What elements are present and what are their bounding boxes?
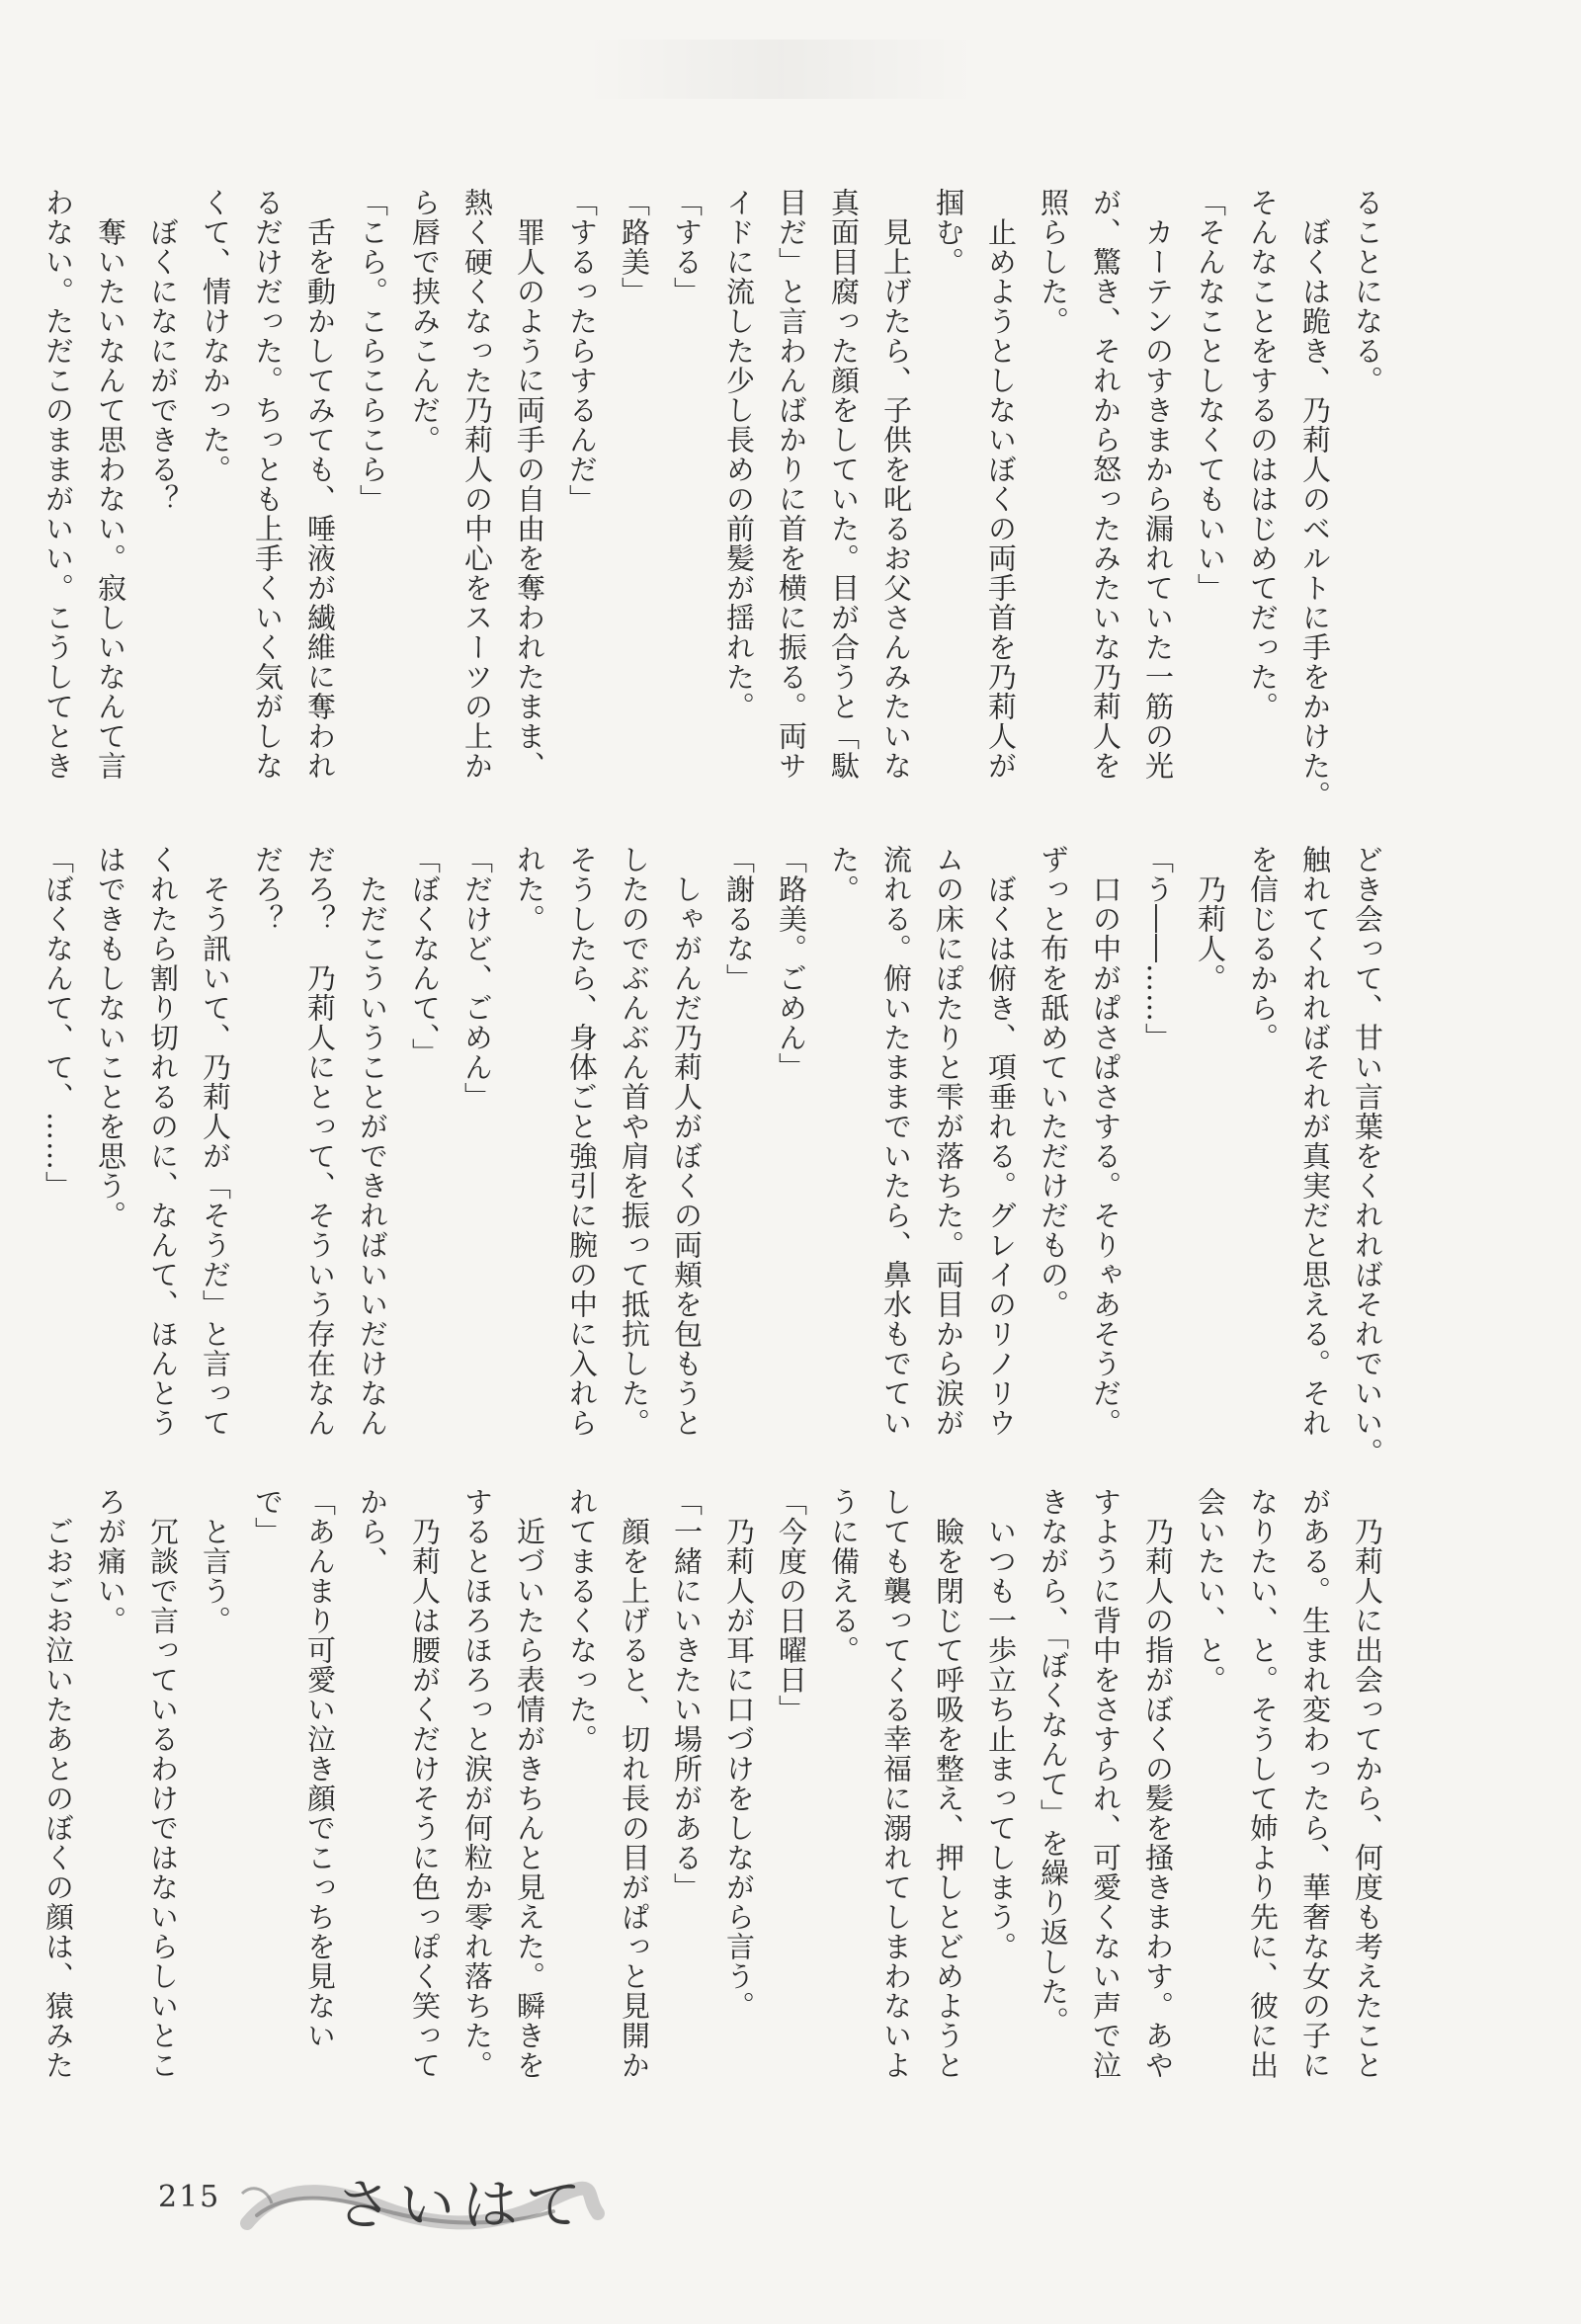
text-line: た。 bbox=[827, 845, 861, 904]
text-line: 「う――……」 bbox=[1141, 845, 1175, 1052]
text-line: 触れてくれればそれが真実だと思える。それ bbox=[1298, 845, 1332, 1438]
text-line: しゃがんだ乃莉人がぼくの両頬を包もうと bbox=[670, 845, 704, 1438]
text-line: 乃莉人の指がぼくの髪を掻きまわす。あや bbox=[1141, 1487, 1175, 2080]
text-line: ぼくになにができる？ bbox=[146, 188, 180, 514]
text-line: 「ぼくなんて、て、……」 bbox=[42, 845, 75, 1201]
text-line: 「する」 bbox=[670, 188, 704, 306]
text-line: ることになる。 bbox=[1351, 188, 1384, 395]
text-line: 口の中がぱさぱさする。そりゃあそうだ。 bbox=[1089, 845, 1123, 1438]
text-line: 「そんなことしなくてもいい」 bbox=[1194, 188, 1227, 603]
text-line: 「だけど、ごめん」 bbox=[460, 845, 494, 1112]
text-line: ぼくは跪き、乃莉人のベルトに手をかけた。 bbox=[1298, 188, 1332, 810]
text-line: がある。生まれ変わったら、華奢な女の子に bbox=[1298, 1487, 1332, 2080]
text-line: 「今度の日曜日」 bbox=[775, 1487, 808, 1724]
text-line: したのでぶんぶん首や肩を振って抵抗した。 bbox=[618, 845, 651, 1438]
text-line: ろが痛い。 bbox=[94, 1487, 127, 1635]
text-line: れてまるくなった。 bbox=[565, 1487, 599, 1754]
text-line: 「こら。こらこらこら」 bbox=[356, 188, 389, 514]
text-line: 「するったらするんだ」 bbox=[565, 188, 599, 514]
text-line: 真面目腐った顔をしていた。目が合うと「駄 bbox=[827, 188, 861, 781]
text-line: 瞼を閉じて呼吸を整え、押しとどめようと bbox=[932, 1487, 965, 2080]
text-line: ずっと布を舐めていただけだもの。 bbox=[1037, 845, 1070, 1319]
text-line: れた。 bbox=[513, 845, 546, 934]
text-line: だろ？ 乃莉人にとって、そういう存在なん bbox=[303, 845, 337, 1438]
text-line: 「一緒にいきたい場所がある」 bbox=[670, 1487, 704, 1902]
text-line: で」 bbox=[251, 1487, 285, 1546]
text-line: どき会って、甘い言葉をくれればそれでいい。 bbox=[1351, 845, 1384, 1467]
page-footer bbox=[158, 2154, 593, 2243]
text-line: 乃莉人は腰がくだけそうに色っぽく笑って bbox=[408, 1487, 442, 2080]
text-line: ら唇で挟みこんだ。 bbox=[408, 188, 442, 455]
text-line: きながら、「ぼくなんて」を繰り返した。 bbox=[1037, 1487, 1070, 2036]
text-line: カーテンのすきまから漏れていた一筋の光 bbox=[1141, 188, 1175, 781]
text-line: 流れる。俯いたままでいたら、鼻水もでてい bbox=[879, 845, 913, 1438]
text-line: 見上げたら、子供を叱るお父さんみたいな bbox=[879, 188, 913, 781]
text-line: を信じるから。 bbox=[1246, 845, 1280, 1052]
text-column-tier-2 bbox=[42, 845, 1393, 1467]
text-line: 罪人のように両手の自由を奪われたまま、 bbox=[513, 188, 546, 781]
text-line: しても襲ってくる幸福に溺れてしまわないよ bbox=[879, 1487, 913, 2080]
text-line: ムの床にぽたりと雫が落ちた。両目から涙が bbox=[932, 845, 965, 1438]
text-line: 乃莉人に出会ってから、何度も考えたこと bbox=[1351, 1487, 1384, 2080]
text-line: 「あんまり可愛い泣き顔でこっちを見ない bbox=[303, 1487, 337, 2050]
running-title: さいはて bbox=[336, 2174, 589, 2238]
text-line: ぼくは俯き、項垂れる。グレイのリノリウ bbox=[984, 845, 1018, 1438]
text-line: 止めようとしないぼくの両手首を乃莉人が bbox=[984, 188, 1018, 781]
text-line: くて、情けなかった。 bbox=[199, 188, 232, 484]
text-line: そうしたら、身体ごと強引に腕の中に入れら bbox=[565, 845, 599, 1438]
text-line: 「謝るな」 bbox=[722, 845, 756, 993]
text-line: だろ？ bbox=[251, 845, 285, 934]
text-line: 「路美。ごめん」 bbox=[775, 845, 808, 1082]
text-line: 近づいたら表情がきちんと見えた。瞬きを bbox=[513, 1487, 546, 2080]
text-line: と言う。 bbox=[199, 1487, 232, 1635]
running-title-mark bbox=[227, 2154, 603, 2243]
text-line: 奪いたいなんて思わない。寂しいなんて言 bbox=[94, 188, 127, 781]
text-line: るだけだった。ちっとも上手くいく気がしな bbox=[251, 188, 285, 781]
text-line: 舌を動かしてみても、唾液が繊維に奪われ bbox=[303, 188, 337, 781]
text-line: すように背中をさすられ、可愛くない声で泣 bbox=[1089, 1487, 1123, 2080]
text-line: 「ぼくなんて、」 bbox=[408, 845, 442, 1068]
text-line: はできもしないことを思う。 bbox=[94, 845, 127, 1230]
text-line: 照らした。 bbox=[1037, 188, 1070, 336]
text-line: 会いたい、と。 bbox=[1194, 1487, 1227, 1695]
text-line: 乃莉人。 bbox=[1194, 845, 1227, 993]
text-line: 「路美」 bbox=[618, 188, 651, 306]
text-line: くれたら割り切れるのに、なんて、ほんとう bbox=[146, 845, 180, 1438]
text-column-tier-3 bbox=[42, 1487, 1393, 2080]
text-line: 目だ」と言わんばかりに首を横に振る。両サ bbox=[775, 188, 808, 781]
text-line: 掴む。 bbox=[932, 188, 965, 277]
text-line: そう訊いて、乃莉人が「そうだ」と言って bbox=[199, 845, 232, 1438]
text-line: いつも一歩立ち止まってしまう。 bbox=[984, 1487, 1018, 1961]
text-line: なりたい、と。そうして姉より先に、彼に出 bbox=[1246, 1487, 1280, 2080]
text-line: うに備える。 bbox=[827, 1487, 861, 1665]
text-line: ごおごお泣いたあとのぼくの顔は、猿みた bbox=[42, 1487, 75, 2080]
page-number: 215 bbox=[158, 2180, 221, 2214]
faded-header-mark bbox=[583, 40, 978, 99]
text-line: ただこういうことができればいいだけなん bbox=[356, 845, 389, 1438]
text-line: から、 bbox=[356, 1487, 389, 1576]
text-line: 熱く硬くなった乃莉人の中心をスーツの上か bbox=[460, 188, 494, 781]
text-line: 乃莉人が耳に口づけをしながら言う。 bbox=[722, 1487, 756, 2021]
text-line: するとほろほろっと涙が何粒か零れ落ちた。 bbox=[460, 1487, 494, 2080]
text-line: わない。ただこのままがいい。こうしてとき bbox=[42, 188, 75, 781]
text-line: イドに流した少し長めの前髪が揺れた。 bbox=[722, 188, 756, 721]
text-line: が、驚き、それから怒ったみたいな乃莉人を bbox=[1089, 188, 1123, 781]
text-line: 冗談で言っているわけではないらしいとこ bbox=[146, 1487, 180, 2080]
text-line: 顔を上げると、切れ長の目がぱっと見開か bbox=[618, 1487, 651, 2080]
text-column-tier-1 bbox=[42, 188, 1393, 810]
text-line: そんなことをするのははじめてだった。 bbox=[1246, 188, 1280, 721]
